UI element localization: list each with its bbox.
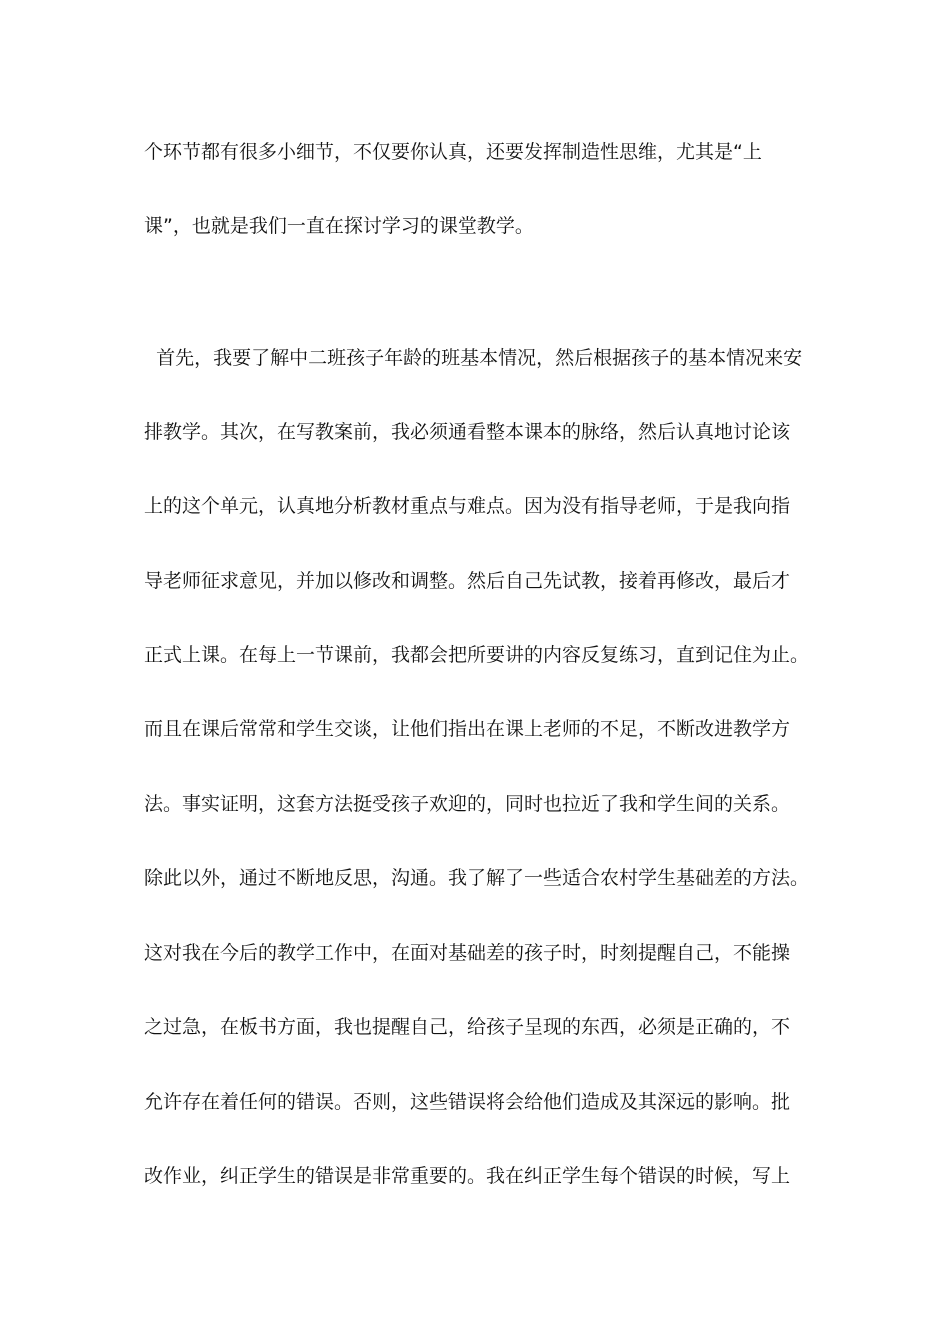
text-line: 而且在课后常常和学生交谈，让他们指出在课上老师的不足，不断改进教学方 [144, 718, 791, 740]
text-line: 这对我在今后的教学工作中，在面对基础差的孩子时，时刻提醒自己，不能操 [144, 942, 791, 964]
text-line: 导老师征求意见，并加以修改和调整。然后自己先试教，接着再修改，最后才 [144, 570, 791, 592]
text-line: 之过急，在板书方面，我也提醒自己，给孩子呈现的东西，必须是正确的，不 [144, 1016, 791, 1038]
text-line: 首先，我要了解中二班孩子年龄的班基本情况，然后根据孩子的基本情况来安 [144, 347, 803, 369]
text-line: 改作业，纠正学生的错误是非常重要的。我在纠正学生每个错误的时候，写上 [144, 1165, 791, 1187]
text-line: 除此以外，通过不断地反思，沟通。我了解了一些适合农村学生基础差的方法。 [144, 867, 810, 889]
text-line: 上的这个单元，认真地分析教材重点与难点。因为没有指导老师，于是我向指 [144, 495, 791, 517]
text-line: 个环节都有很多小细节，不仅要你认真，还要发挥制造性思维，尤其是“上 [144, 141, 762, 163]
text-line: 正式上课。在每上一节课前，我都会把所要讲的内容反复练习，直到记住为止。 [144, 644, 810, 666]
text-line: 课”，也就是我们一直在探讨学习的课堂教学。 [144, 215, 534, 237]
text-line: 法。事实证明，这套方法挺受孩子欢迎的，同时也拉近了我和学生间的关系。 [144, 793, 791, 815]
text-line: 允许存在着任何的错误。否则，这些错误将会给他们造成及其深远的影响。批 [144, 1091, 791, 1113]
text-line: 排教学。其次，在写教案前，我必须通看整本课本的脉络，然后认真地讨论该 [144, 421, 791, 443]
